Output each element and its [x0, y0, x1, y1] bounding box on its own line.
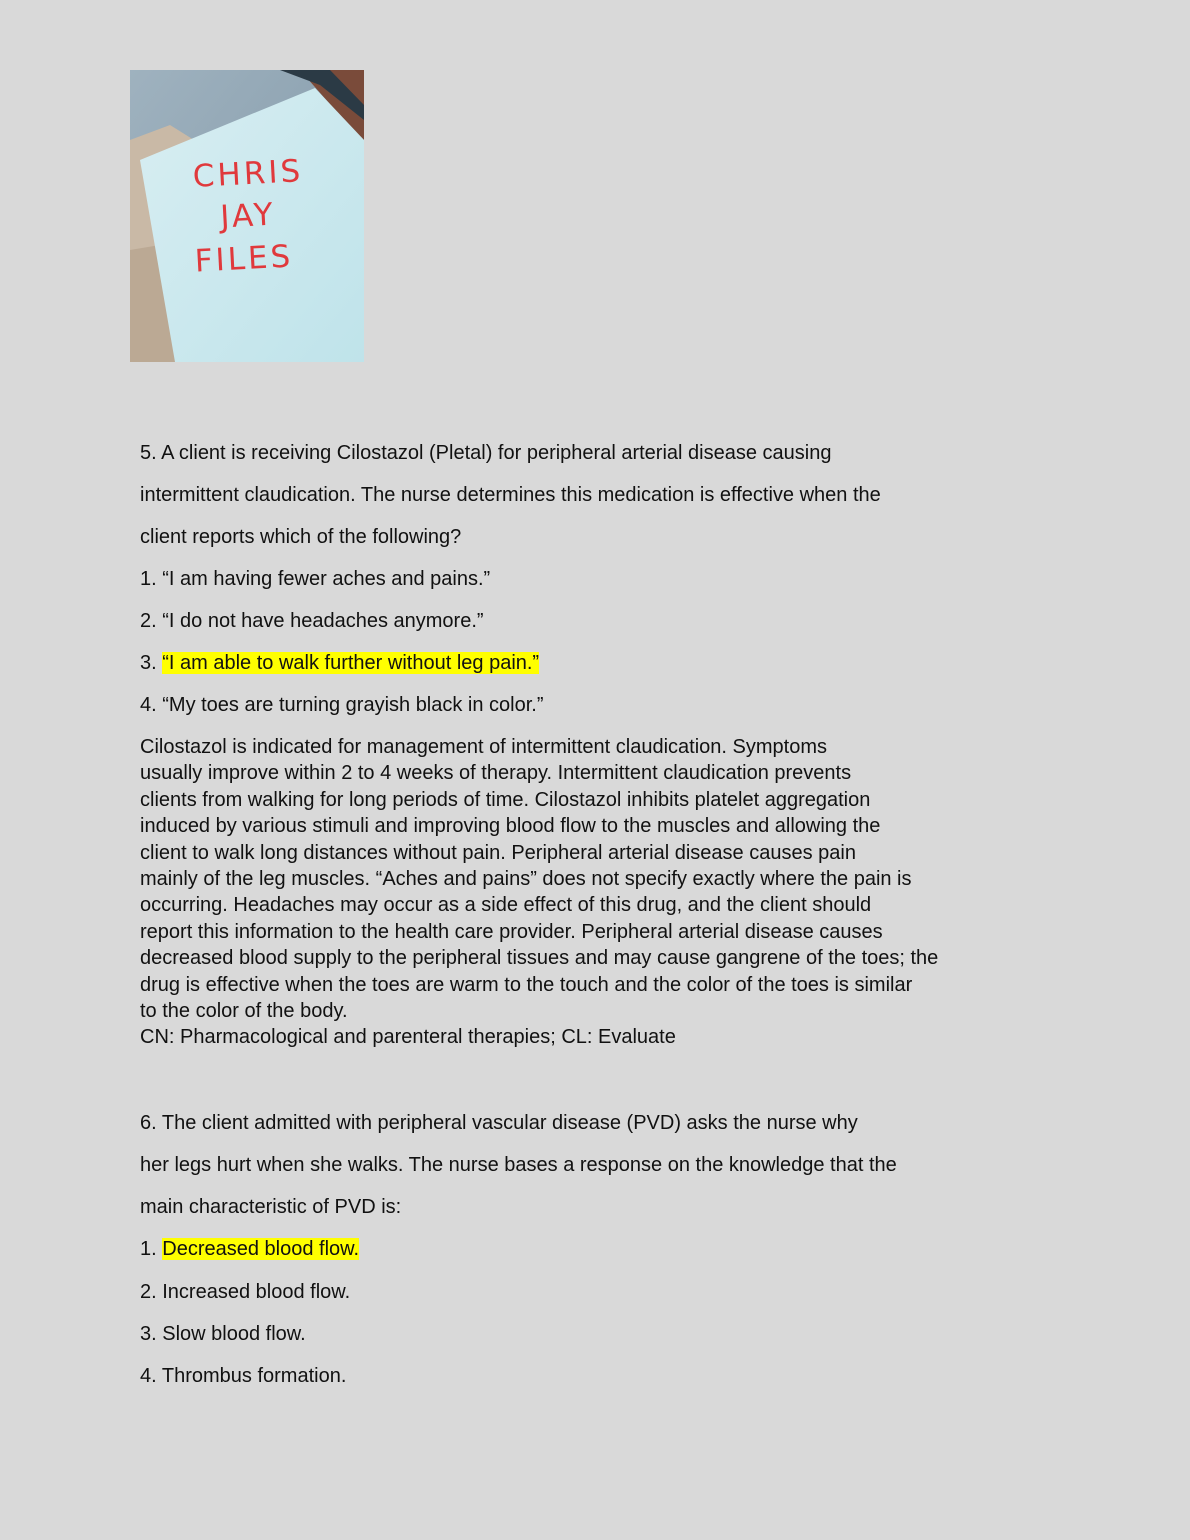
- option-text: “I am having fewer aches and pains.”: [162, 568, 491, 590]
- logo-line-chris: CHRIS: [191, 153, 305, 195]
- question-5-option-4: [140, 684, 1040, 726]
- logo-wordmark: [130, 70, 364, 362]
- question-6-stem-line: main characteristic of PVD is:: [140, 1196, 402, 1218]
- option-number: 2.: [140, 1281, 163, 1303]
- question-6-stem-line: her legs hurt when she walks. The nurse bases a response on the knowledge that the: [140, 1154, 897, 1176]
- option-number: 3.: [140, 1323, 163, 1345]
- question-5-option-1: [140, 558, 1040, 600]
- question-6-option-2: [140, 1271, 1040, 1313]
- question-6: [140, 1102, 1040, 1397]
- rationale-line: mainly of the leg muscles. “Aches and pains” does not specify exactly where the pain is: [140, 868, 912, 891]
- question-6-option-1: [140, 1228, 1040, 1271]
- option-number: 1.: [140, 568, 163, 590]
- option-text: Slow blood flow.: [162, 1323, 306, 1345]
- rationale-line: report this information to the health care provider. Peripheral arterial disease causes: [140, 920, 883, 943]
- rationale-line: to the color of the body.: [140, 1000, 348, 1023]
- rationale-line: clients from walking for long periods of time. Cilostazol inhibits platelet aggregation: [140, 788, 871, 811]
- question-5-option-3: [140, 642, 1040, 684]
- rationale-line: induced by various stimuli and improving blood flow to the muscles and allowing the: [140, 815, 881, 838]
- option-number: 1.: [140, 1238, 163, 1260]
- logo-image: [130, 70, 364, 362]
- rationale-line: decreased blood supply to the peripheral tissues and may cause gangrene of the toes; the: [140, 947, 939, 970]
- question-5-stem-line: 5. A client is receiving Cilostazol (Pletal) for peripheral arterial disease causing: [140, 442, 832, 464]
- option-number: 4.: [140, 694, 163, 716]
- option-text: “I do not have headaches anymore.”: [162, 610, 484, 632]
- question-5: [140, 432, 1040, 726]
- question-5-stem-line: intermittent claudication. The nurse determines this medication is effective when the: [140, 484, 881, 506]
- logo-line-jay: JAY: [219, 196, 277, 236]
- question-6-stem-line: 6. The client admitted with peripheral vascular disease (PVD) asks the nurse why: [140, 1112, 858, 1134]
- option-number: 4.: [140, 1365, 162, 1387]
- option-text: Thrombus formation.: [161, 1365, 347, 1387]
- option-number: 2.: [140, 610, 163, 632]
- question-6-option-4: [140, 1355, 1040, 1397]
- rationale-line: occurring. Headaches may occur as a side effect of this drug, and the client should: [140, 894, 872, 917]
- question-5-rationale: [140, 734, 1040, 1051]
- option-number: 3.: [140, 652, 163, 674]
- option-text: “My toes are turning grayish black in color.”: [162, 694, 544, 716]
- logo-line-files: FILES: [193, 238, 295, 280]
- rationale-line: Cilostazol is indicated for management of intermittent claudication. Symptoms: [140, 736, 827, 758]
- option-text-correct-highlighted: “I am able to walk further without leg pain.”: [162, 652, 540, 674]
- rationale-line: usually improve within 2 to 4 weeks of therapy. Intermittent claudication prevents: [140, 762, 852, 785]
- rationale-line: drug is effective when the toes are warm to the touch and the color of the toes is similar: [140, 973, 913, 996]
- question-6-option-3: [140, 1313, 1040, 1355]
- option-text-correct-highlighted: Decreased blood flow.: [162, 1238, 360, 1260]
- client-needs-line: CN: Pharmacological and parenteral therapies; CL: Evaluate: [140, 1026, 676, 1049]
- question-5-stem-line: client reports which of the following?: [140, 526, 462, 548]
- option-text: Increased blood flow.: [162, 1281, 351, 1303]
- rationale-line: client to walk long distances without pain. Peripheral arterial disease causes pain: [140, 841, 856, 864]
- question-5-option-2: [140, 600, 1040, 642]
